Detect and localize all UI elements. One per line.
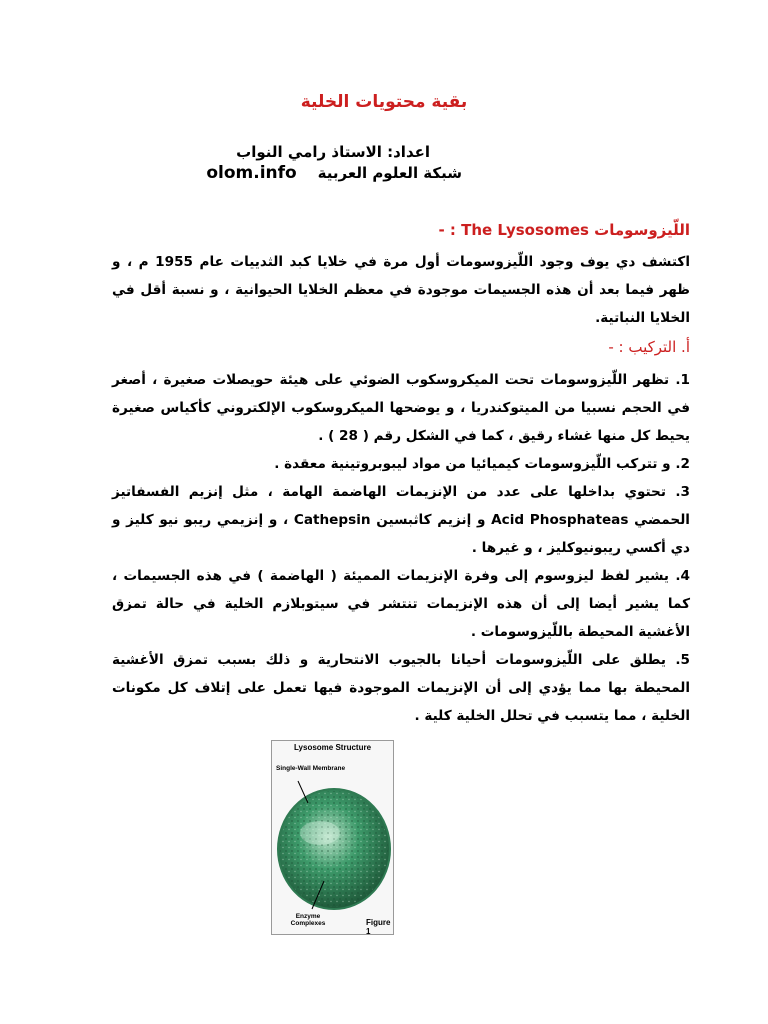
lysosome-figure (271, 740, 394, 935)
figure-title: Lysosome Structure (293, 743, 372, 752)
list-item: 2. و تتركب اللّيزوسومات كيميائيا من مواد ليبوبروتينية معقدة . (274, 456, 690, 472)
author-line: اعداد: الاستاذ رامي النواب (236, 143, 430, 161)
enzyme-label: Enzyme Complexes (290, 913, 326, 927)
structure-subheading: أ. التركيب : - (608, 338, 690, 356)
list-item: 4. يشير لفظ ليزوسوم إلى وفرة الإنزيمات المميئة ( الهاضمة ) في هذه الجسيمات ، كما يشير أيضا إلى أن هذه الإنزيمات تنتشر في سيتوبلازم الخلية في حالة تمزق الأغشية المحيطة باللّيزوسومات . (112, 568, 690, 640)
document-title: بقية محتويات الخلية (300, 92, 468, 112)
site-name: شبكة العلوم العربية (317, 164, 462, 182)
list-item: 5. يطلق على اللّيزوسومات أحيانا بالجيوب الانتحارية و ذلك بسبب تمزق الأغشية المحيطة بها مما يؤدي إلى أن الإنزيمات الموجودة فيها تعمل على إتلاف كل مكونات الخلية ، مما يتسبب في تحلل الخلية كلية . (112, 652, 690, 724)
intro-paragraph: اكتشف دي يوف وجود اللّيزوسومات أول مرة في خلايا كبد الثدييات عام 1955 م ، و ظهر فيما بعد أن هذه الجسيمات موجودة في معظم الخلايا الحيوانية ، و نسبة أقل في الخلايا النباتية. (112, 254, 690, 326)
membrane-label: Single-Wall Membrane (276, 765, 346, 772)
list-item: 3. تحتوي بداخلها على عدد من الإنزيمات الهاضمة الهامة ، مثل إنزيم الفسفاتيز الحمضي Acid Phosphateas و إنزيم كاثبسين Cathepsin ، و إنزيمي ريبو نيو كليز و دي أكسي ريبونيوكليز ، و غيرها . (112, 484, 690, 556)
figure-caption: Figure 1 (366, 918, 391, 936)
site-url: olom.info (206, 163, 297, 183)
list-item: 1. تظهر اللّيزوسومات تحت الميكروسكوب الضوئي على هيئة حويصلات صغيرة ، أصغر في الحجم نسبيا من الميتوكندريا ، و يوضحها الميكروسكوب الإلكتروني كأكياس صغيرة يحيط كل منها غشاء رقيق ، كما في الشكل رقم ( 28 ) . (112, 372, 690, 444)
section-heading: اللّيزوسومات The Lysosomes : - (438, 221, 690, 239)
site-line (206, 163, 462, 183)
structure-list (112, 366, 690, 730)
